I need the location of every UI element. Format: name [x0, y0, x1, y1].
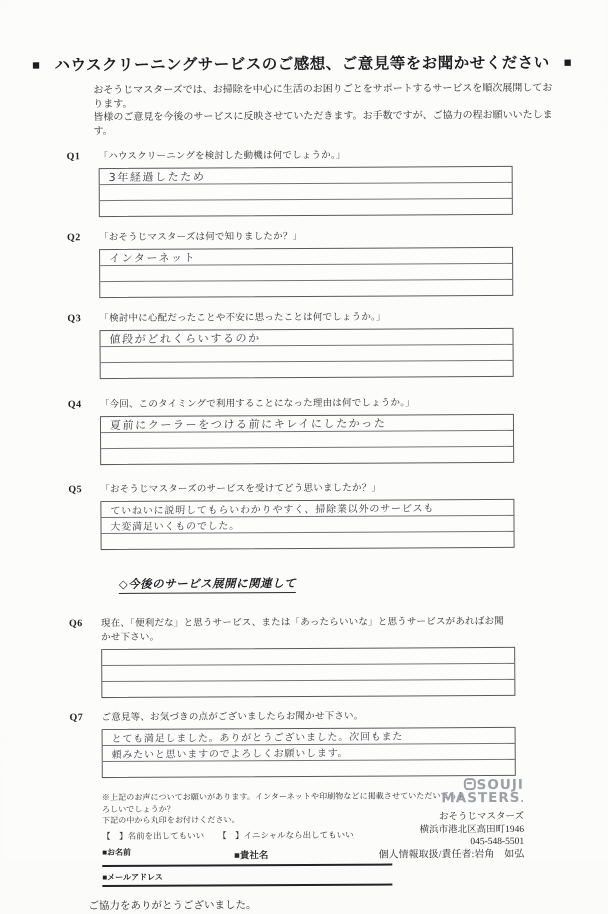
- consent-option-name: 【 】名前を出してもいい: [102, 830, 205, 841]
- note-line-2: 下記の中から丸印をお付けください。: [102, 815, 240, 826]
- email-field-label: ■メールアドレス: [102, 872, 163, 883]
- thanks-message: ご協力をありがとうございました。: [88, 900, 257, 913]
- footer: [2, 776, 608, 913]
- handwritten-answer: 3年経過したため: [108, 169, 206, 184]
- answer-line: [101, 361, 513, 378]
- question-text: 「おそうじマスターズのサービスを受けてどう思いましたか？」: [100, 483, 382, 496]
- question-block-q1: [67, 146, 511, 217]
- answer-line: [102, 532, 514, 549]
- handwritten-answer: 頼みたいと思いますのでよろしくお願いします。: [111, 748, 349, 762]
- question-block-q2: [67, 227, 511, 298]
- name-field-label: ■お名前: [102, 847, 132, 857]
- question-id: Q4: [67, 399, 82, 411]
- q3-answer-box: [99, 328, 513, 379]
- question-id: Q7: [69, 712, 84, 724]
- question-id: Q1: [66, 151, 81, 163]
- question-block-q7: [69, 707, 513, 778]
- q6-answer-box: [101, 647, 515, 698]
- handwritten-answer: ていねいに説明してもらいわかりやすく、掃除業以外のサービスも: [110, 503, 435, 518]
- name-company-field-row: [102, 845, 392, 867]
- answer-line: [103, 760, 515, 777]
- question-id: Q3: [67, 313, 82, 325]
- handwritten-answer: 夏前にクーラーをつける前にキレイにしたかった: [109, 416, 387, 432]
- intro-paragraph: [93, 82, 553, 138]
- question-text: ご意見等、お気づきの点がございましたらお聞かせ下さい。: [101, 711, 364, 724]
- handwritten-answer: 大変満足いくものでした。: [110, 520, 241, 534]
- page-title: [0, 50, 606, 75]
- logo-text-souji: SOUJI: [476, 776, 524, 794]
- question-text: 現在、「便利だな」と思うサービス、または「あったらいいな」と思うサービスがあればお聞かせ下さい。: [100, 616, 504, 644]
- section-heading-future-services: ◇今後のサービス展開に関連して: [119, 575, 296, 594]
- answer-line: [101, 447, 513, 464]
- answer-line: [100, 199, 512, 216]
- company-phone: 045-548-5501: [470, 836, 525, 848]
- q1-answer-box: [99, 166, 513, 217]
- company-field-label: ■貴社名: [234, 850, 269, 861]
- intro-line-2: 皆様のご意見を今後のサービスに反映させていただきます。お手数ですが、ご協力の程お願いいたします。: [93, 109, 553, 137]
- handwritten-answer: とても満足しました。ありがとうございました。次回もまた: [111, 731, 404, 746]
- email-field-row: [102, 871, 392, 888]
- consent-option-initial: 【 】イニシャルなら出してもいい: [218, 829, 354, 840]
- logo-period: .: [520, 794, 524, 805]
- question-text: 「検討中に心配だったことや不安に思ったことは何でしょうか。」: [99, 312, 386, 325]
- title-square-left-icon: ■: [32, 57, 41, 73]
- note-line-1: ※上記のお声についてお願いがあります。インターネットや印刷物などに掲載させていただいてもよろしいでしょうか？: [101, 791, 465, 814]
- question-text: 「おそうじマスターズは何で知りましたか？」: [98, 232, 303, 244]
- question-text: 「ハウスクリーニングを検討した動機は何でしょうか。」: [98, 150, 346, 163]
- page-title-text: ハウスクリーニングサービスのご感想、ご意見等をお聞かせください: [54, 54, 550, 75]
- company-name: おそうじマスターズ: [438, 811, 525, 823]
- q4-answer-box: [100, 414, 514, 465]
- answer-line: [102, 680, 514, 697]
- answer-line: [100, 280, 512, 297]
- question-id: Q5: [68, 484, 83, 496]
- logo-text-masters: MASTERS: [441, 789, 521, 807]
- question-block-q6: [69, 613, 513, 698]
- question-id: Q2: [66, 232, 81, 244]
- question-block-q4: [68, 394, 512, 465]
- q7-answer-box: [102, 727, 516, 778]
- osouji-masters-logo: [378, 778, 524, 808]
- question-block-q3: [67, 308, 511, 379]
- privacy-contact: 個人情報取扱/責任者:岩角 如弘: [378, 848, 525, 861]
- q2-answer-box: [99, 247, 513, 298]
- company-info-block: [378, 811, 524, 862]
- question-text: 「今回、このタイミングで利用することになった理由は何でしょうか。」: [99, 398, 415, 411]
- title-square-right-icon: ■: [563, 54, 573, 70]
- question-block-q5: [68, 479, 512, 550]
- company-address: 横浜市港北区高田町1946: [419, 824, 525, 835]
- handwritten-answer: インターネット: [108, 250, 197, 265]
- q5-answer-box: [100, 499, 514, 550]
- handwritten-answer: 値段がどれくらいするのか: [109, 331, 262, 346]
- logo-mark-icon: [464, 778, 476, 790]
- question-id: Q6: [68, 618, 83, 630]
- intro-line-1: おそうじマスターズでは、お掃除を中心に生活のお困りごとをサポートするサービスを順次展開しております。: [93, 82, 553, 110]
